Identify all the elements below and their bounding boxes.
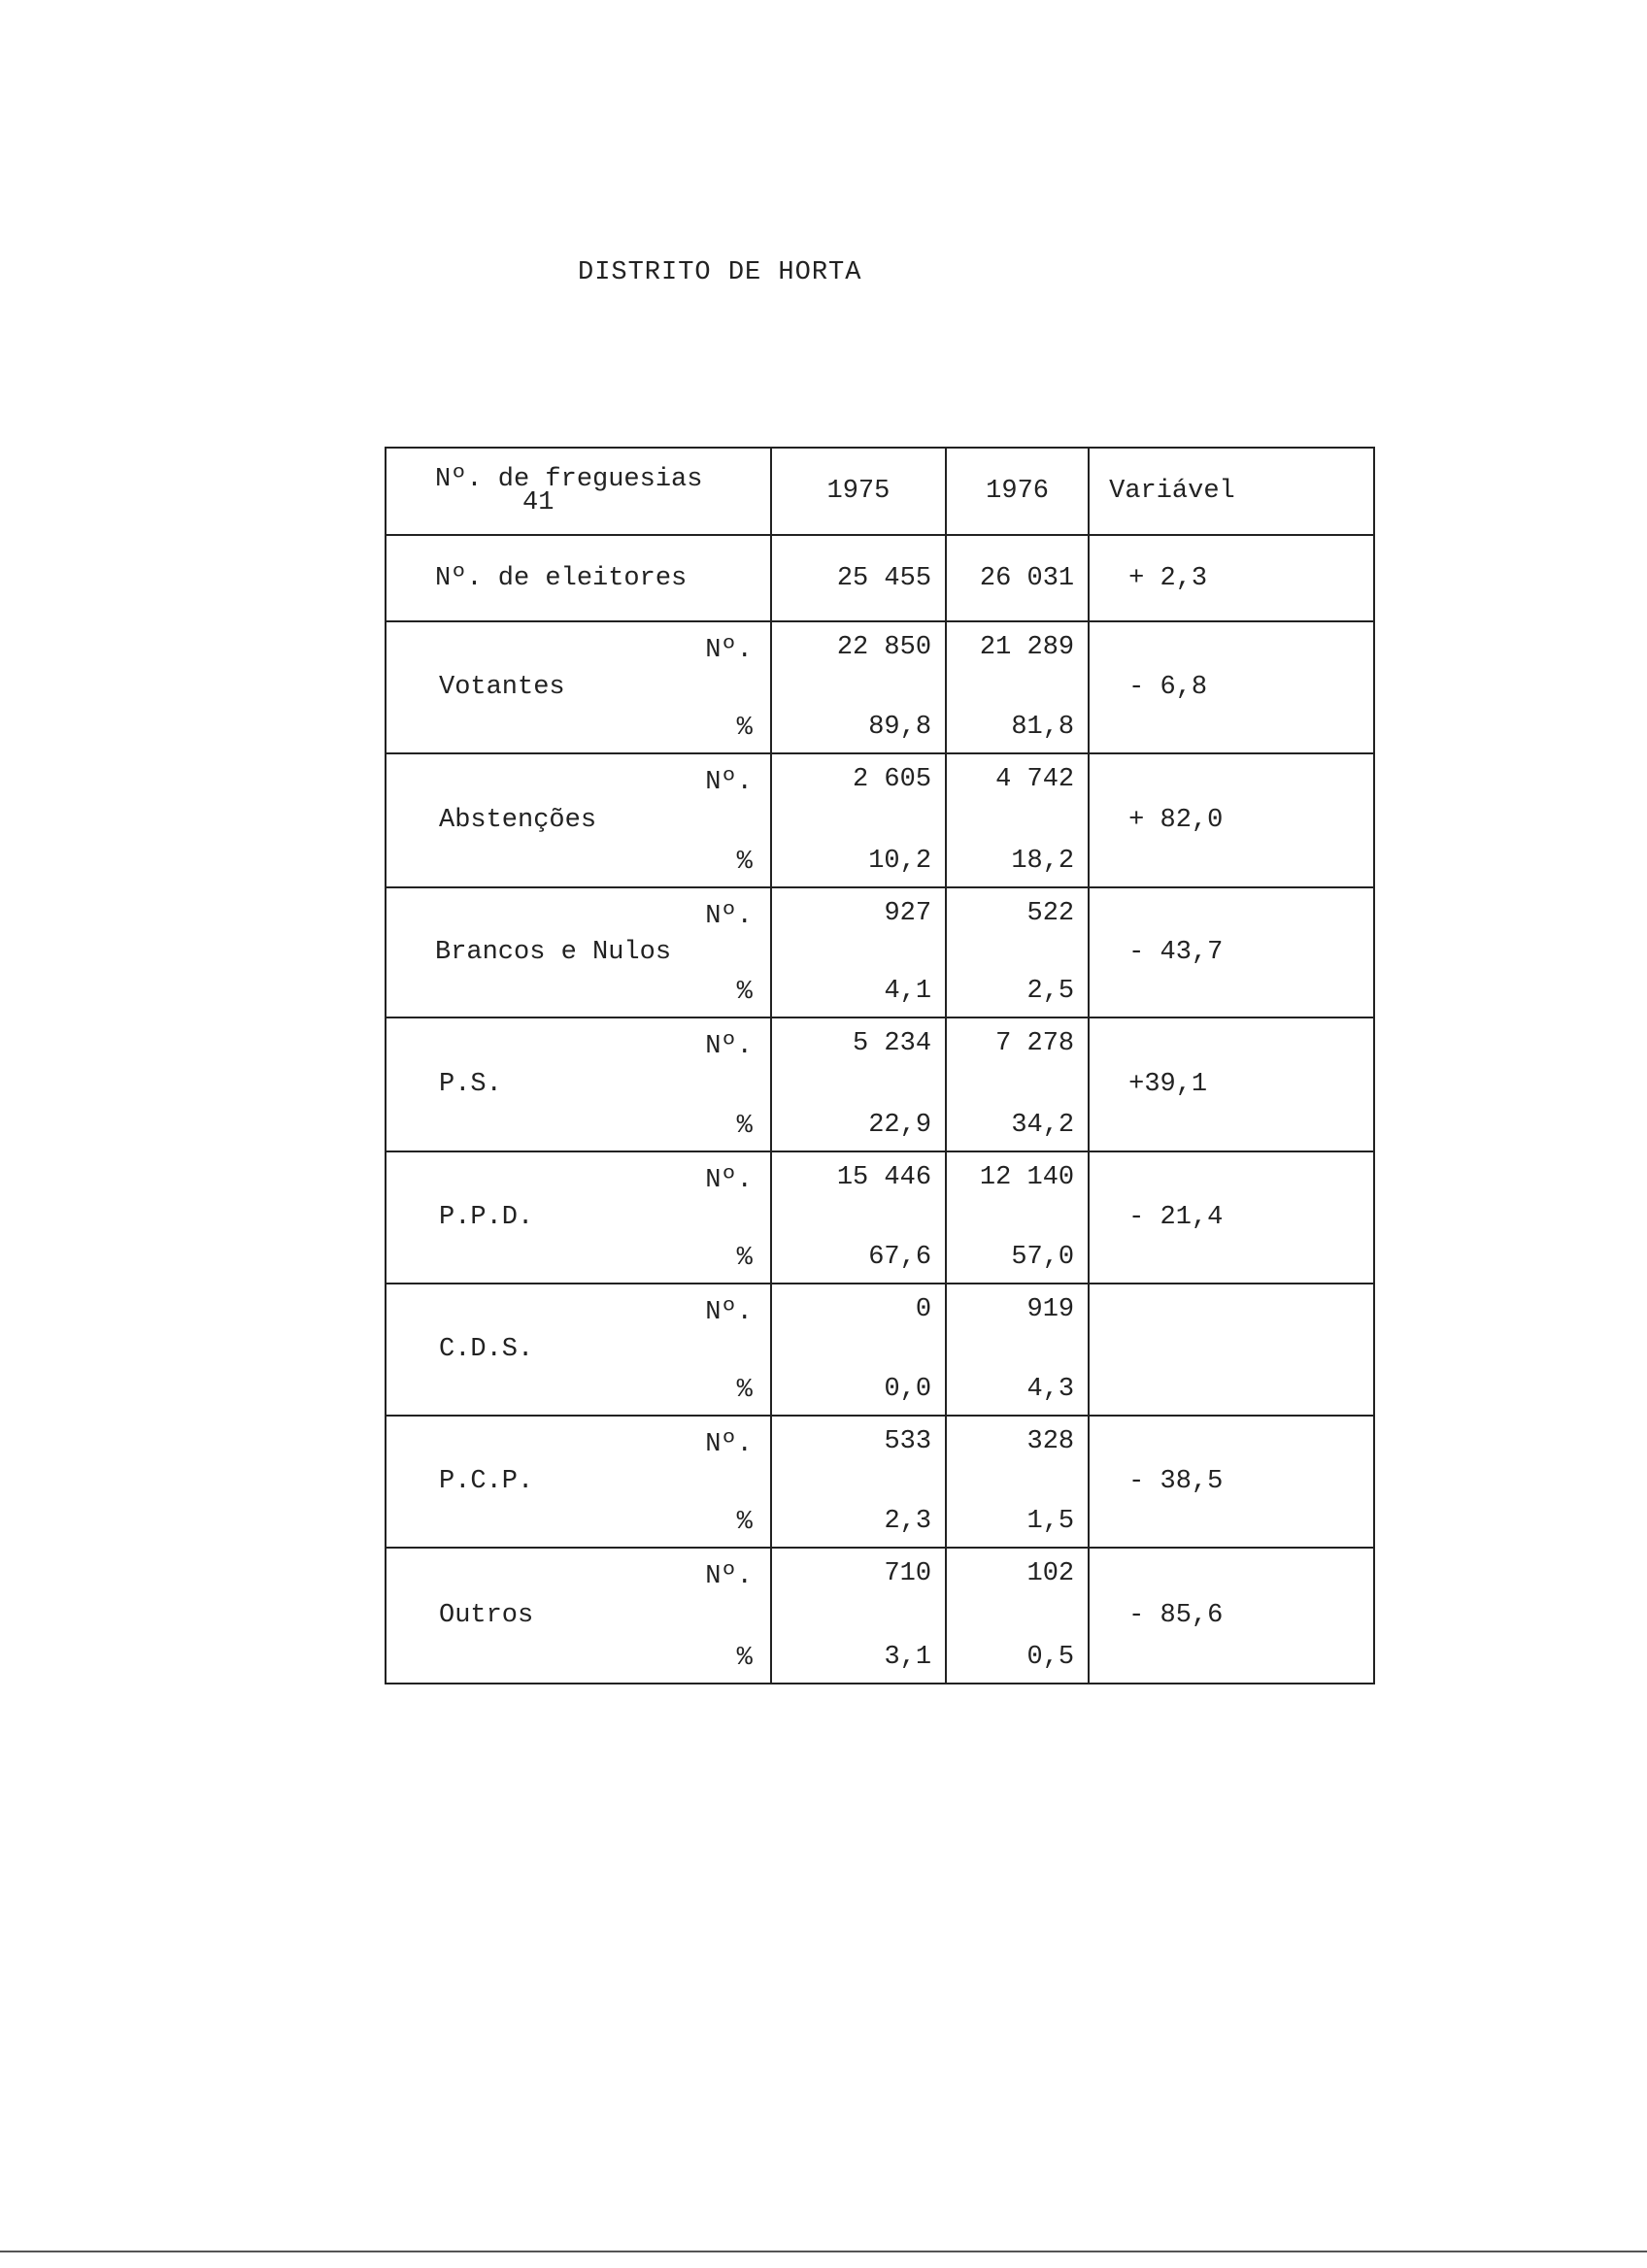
freguesias-label: Nº. de freguesias [435,465,703,494]
percent-sublabel: % [736,1112,753,1141]
percent-1976: 0,5 [1026,1643,1075,1672]
values-1975 [771,1284,946,1416]
table-row [386,1284,1374,1416]
row-label-cell [386,621,771,753]
row-label-cell [386,887,771,1017]
table-row [386,1151,1374,1284]
table-row [386,1548,1374,1684]
count-1976: 522 [1026,899,1075,928]
percent-1975: 4,1 [884,977,932,1006]
electors-label: Nº. de eleitores [386,535,771,621]
percent-1976: 57,0 [1011,1243,1075,1272]
values-1976 [946,621,1089,753]
values-1975 [771,1017,946,1151]
count-1976: 328 [1026,1427,1075,1456]
count-sublabel: Nº. [705,1032,753,1061]
row-label: P.P.D. [439,1203,534,1232]
values-1975 [771,1151,946,1284]
count-1975: 0 [915,1295,932,1324]
count-1975: 927 [884,899,932,928]
percent-1975: 67,6 [868,1243,932,1272]
electors-variavel: + 2,3 [1089,535,1374,621]
percent-sublabel: % [736,848,753,877]
values-1976 [946,1017,1089,1151]
values-1975 [771,621,946,753]
row-label: C.D.S. [439,1335,534,1364]
values-1975 [771,1416,946,1548]
count-sublabel: Nº. [705,902,753,931]
row-label-cell [386,1151,771,1284]
count-1976: 7 278 [995,1029,1075,1058]
header-1975: 1975 [771,448,946,535]
row-label: Outros [439,1601,534,1630]
percent-sublabel: % [736,1508,753,1537]
row-label: Abstenções [439,806,597,835]
percent-1976: 1,5 [1026,1507,1075,1536]
percent-1975: 2,3 [884,1507,932,1536]
row-label-cell [386,1284,771,1416]
variavel-value: - 85,6 [1089,1548,1374,1684]
percent-1976: 81,8 [1011,713,1075,742]
count-1975: 2 605 [853,765,932,794]
count-1976: 919 [1026,1295,1075,1324]
percent-1975: 89,8 [868,713,932,742]
variavel-value: - 6,8 [1089,621,1374,753]
table-row [386,753,1374,887]
percent-1976: 34,2 [1011,1111,1075,1140]
table-row [386,621,1374,753]
values-1976 [946,1284,1089,1416]
values-1975 [771,1548,946,1684]
table-row [386,1416,1374,1548]
count-sublabel: Nº. [705,636,753,665]
percent-sublabel: % [736,978,753,1007]
percent-1975: 22,9 [868,1111,932,1140]
table-row [386,1017,1374,1151]
values-1976 [946,887,1089,1017]
page-bottom-rule [0,2251,1647,2252]
percent-sublabel: % [736,1244,753,1273]
values-1975 [771,753,946,887]
variavel-value [1089,1284,1374,1416]
count-1975: 710 [884,1559,932,1588]
electors-1975: 25 455 [771,535,946,621]
row-label: Votantes [439,673,565,702]
row-label-cell [386,753,771,887]
count-1975: 533 [884,1427,932,1456]
percent-1976: 4,3 [1026,1375,1075,1404]
variavel-value: - 43,7 [1089,887,1374,1017]
count-sublabel: Nº. [705,1562,753,1591]
table-row [386,887,1374,1017]
election-results-table [385,447,1375,1684]
values-1975 [771,887,946,1017]
header-1976: 1976 [946,448,1089,535]
table-header-row [386,448,1374,535]
percent-1976: 18,2 [1011,847,1075,876]
row-label: Brancos e Nulos [435,938,672,967]
count-1975: 22 850 [836,633,932,662]
header-variavel: Variável [1089,448,1374,535]
electors-1976: 26 031 [946,535,1089,621]
percent-sublabel: % [736,1376,753,1405]
electors-row [386,535,1374,621]
row-label-cell [386,1416,771,1548]
variavel-value: + 82,0 [1089,753,1374,887]
variavel-value: +39,1 [1089,1017,1374,1151]
percent-1976: 2,5 [1026,977,1075,1006]
count-sublabel: Nº. [705,1298,753,1327]
freguesias-count: 41 [522,488,555,517]
row-label: P.S. [439,1070,502,1099]
variavel-value: - 38,5 [1089,1416,1374,1548]
freguesias-header [386,448,771,535]
percent-sublabel: % [736,1644,753,1673]
count-sublabel: Nº. [705,1430,753,1459]
count-sublabel: Nº. [705,1166,753,1195]
percent-1975: 10,2 [868,847,932,876]
percent-1975: 3,1 [884,1643,932,1672]
values-1976 [946,1151,1089,1284]
count-1976: 21 289 [979,633,1075,662]
row-label-cell [386,1017,771,1151]
variavel-value: - 21,4 [1089,1151,1374,1284]
values-1976 [946,1416,1089,1548]
count-sublabel: Nº. [705,768,753,797]
count-1976: 102 [1026,1559,1075,1588]
document-title: DISTRITO DE HORTA [578,258,862,287]
values-1976 [946,753,1089,887]
count-1976: 4 742 [995,765,1075,794]
count-1975: 5 234 [853,1029,932,1058]
row-label: P.C.P. [439,1467,534,1496]
values-1976 [946,1548,1089,1684]
percent-sublabel: % [736,714,753,743]
row-label-cell [386,1548,771,1684]
percent-1975: 0,0 [884,1375,932,1404]
count-1976: 12 140 [979,1163,1075,1192]
count-1975: 15 446 [836,1163,932,1192]
